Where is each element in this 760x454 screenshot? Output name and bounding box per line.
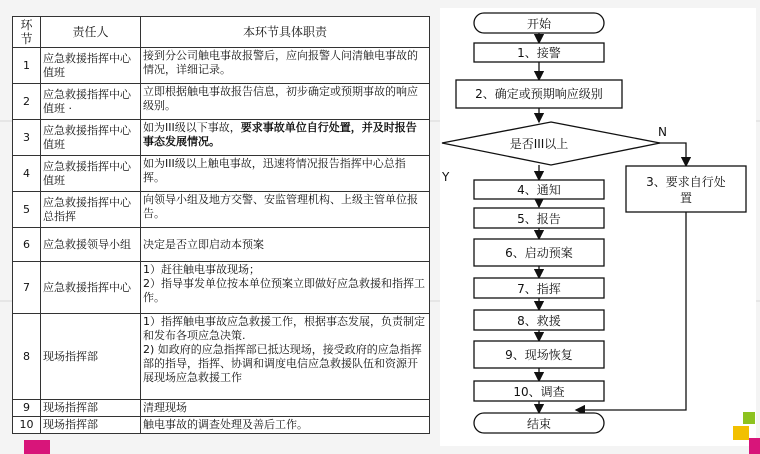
step-number: 8	[13, 314, 41, 400]
responsible-person: 应急救援领导小组	[41, 228, 141, 262]
duty-text: 清理现场	[141, 400, 430, 417]
step-number: 1	[13, 48, 41, 84]
process-flowchart	[436, 8, 756, 446]
table-row	[13, 156, 430, 192]
responsible-person: 现场指挥部	[41, 417, 141, 434]
duty-text-bold: 要求事故单位自行处置，并及时报告事态发展情况。	[143, 121, 417, 148]
duty-text: 1）指挥触电事故应急救援工作，根据事态发展，负责制定和发布各项应急决策. 2) 如政府的应急指挥部已抵达现场，接受政府的应急指挥部的指导，指挥、协调和调度电信应急救援队伍和资源开展现场应急救援工作	[141, 314, 430, 400]
duty-text: 触电事故的调查处理及善后工作。	[141, 417, 430, 434]
table-row	[13, 120, 430, 156]
responsible-person: 应急救援指挥中心	[41, 262, 141, 314]
responsibility-table	[12, 16, 430, 434]
responsible-person: 应急救援指挥中心值班	[41, 156, 141, 192]
duty-text: 决定是否立即启动本预案	[141, 228, 430, 262]
table-row	[13, 262, 430, 314]
step-number: 5	[13, 192, 41, 228]
step3-box	[626, 166, 746, 212]
decorative-block	[743, 412, 755, 424]
step9-label: 9、现场恢复	[505, 348, 573, 362]
step5-label: 5、报告	[517, 212, 561, 226]
step-number: 2	[13, 84, 41, 120]
decision-label: 是否III以上	[509, 137, 569, 151]
responsible-person: 应急救援指挥中心总指挥	[41, 192, 141, 228]
duty-text: 向领导小组及地方交警、安监管理机构、上级主管单位报告。	[141, 192, 430, 228]
duty-text-normal: 如为III级以下事故，	[143, 121, 241, 134]
header-person: 责任人	[41, 17, 141, 48]
step-number: 7	[13, 262, 41, 314]
responsible-person: 应急救援指挥中心值班	[41, 48, 141, 84]
decorative-block	[24, 440, 50, 454]
step2-label: 2、确定或预期响应级别	[475, 87, 603, 101]
step6-label: 6、启动预案	[505, 246, 573, 260]
table-row	[13, 400, 430, 417]
end-label: 结束	[526, 417, 552, 431]
table-row	[13, 228, 430, 262]
duty-text: 如为III级以上触电事故，迅速将情况报告指挥中心总指挥。	[141, 156, 430, 192]
step-number: 9	[13, 400, 41, 417]
step-number: 4	[13, 156, 41, 192]
decorative-block	[749, 438, 760, 454]
table-row	[13, 84, 430, 120]
table-header-row	[13, 17, 430, 48]
duty-text: 1）赶往触电事故现场； 2）指导事发单位按本单位预案立即做好应急救援和指挥工作。	[141, 262, 430, 314]
responsible-person: 现场指挥部	[41, 314, 141, 400]
header-duty: 本环节具体职责	[141, 17, 430, 48]
step3-label-line2: 置	[679, 191, 693, 205]
table-row	[13, 314, 430, 400]
table-row	[13, 192, 430, 228]
start-label: 开始	[526, 17, 552, 31]
step-number: 6	[13, 228, 41, 262]
duty-text: 接到分公司触电事故报警后，应向报警人问清触电事故的情况，详细记录。	[141, 48, 430, 84]
duty-text: 立即根据触电事故报告信息，初步确定或预期事故的响应级别。	[141, 84, 430, 120]
decorative-block	[733, 426, 749, 440]
step-number: 10	[13, 417, 41, 434]
step10-label: 10、调查	[513, 385, 565, 399]
step3-label-line1: 3、要求自行处	[646, 175, 726, 189]
step1-label: 1、接警	[517, 46, 561, 60]
no-branch-label: N	[658, 125, 667, 139]
header-step: 环节	[13, 17, 41, 48]
responsible-person: 现场指挥部	[41, 400, 141, 417]
step4-label: 4、通知	[517, 183, 561, 197]
responsible-person: 应急救援指挥中心值班	[41, 120, 141, 156]
step7-label: 7、指挥	[517, 282, 561, 296]
responsible-person: 应急救援指挥中心值班 ·	[41, 84, 141, 120]
yes-branch-label: Y	[442, 170, 450, 184]
table-row	[13, 417, 430, 434]
duty-text	[141, 120, 430, 156]
table-row	[13, 48, 430, 84]
step8-label: 8、救援	[517, 314, 561, 328]
step-number: 3	[13, 120, 41, 156]
